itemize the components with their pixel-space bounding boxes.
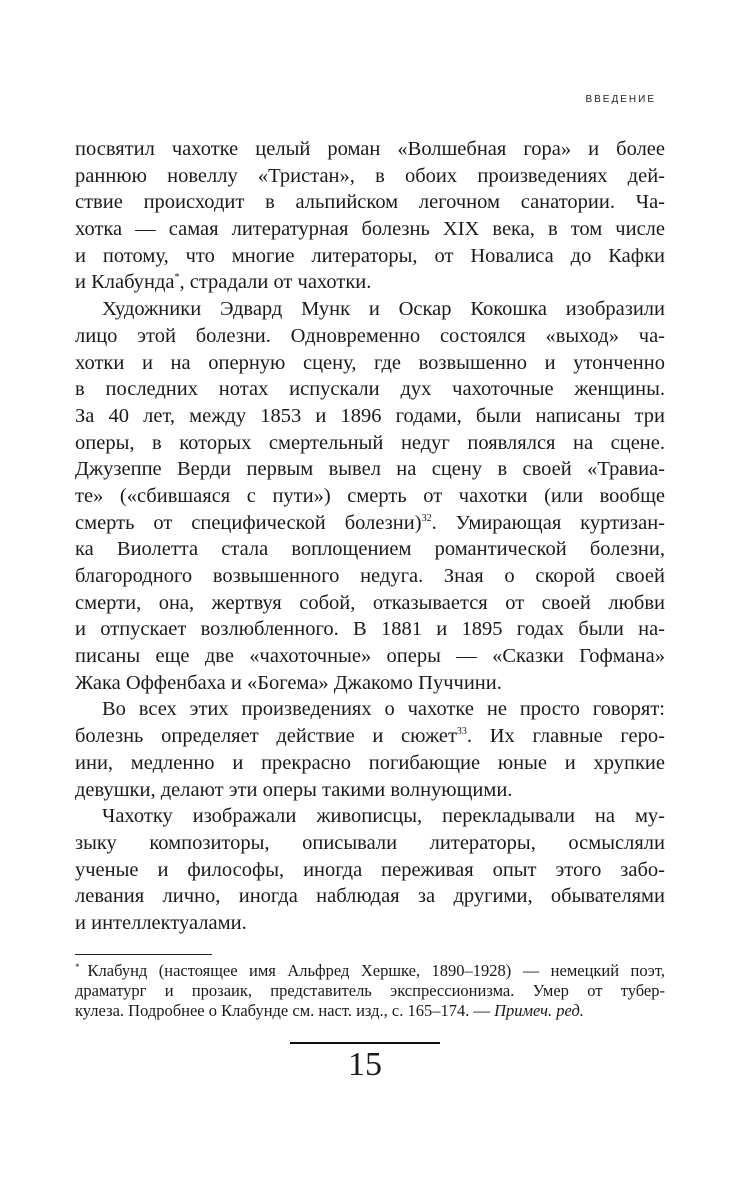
text-line <box>75 323 665 350</box>
text-line <box>75 563 665 590</box>
text-span: те» («сбившаяся с пути») смерть от чахотки (или вообще <box>75 484 665 507</box>
text-line <box>75 350 665 377</box>
text-span: смерть от специфической болезни) <box>75 511 422 534</box>
footnote <box>75 961 665 1021</box>
text-span: ка Виолетта стала воплощением романтической болезни, <box>75 538 665 561</box>
text-line <box>75 830 665 857</box>
text-span: и потому, что многие литераторы, от Новалиса до Кафки <box>75 244 665 267</box>
text-line <box>75 1001 665 1021</box>
text-line <box>75 163 665 190</box>
text-line <box>75 296 665 323</box>
text-span: и интеллектуалами. <box>75 911 247 934</box>
text-span: в последних нотах испускали дух чахоточные женщины. <box>75 378 665 401</box>
text-span: . Умирающая куртизан- <box>431 511 665 534</box>
text-line <box>75 189 665 216</box>
running-header: ВВЕДЕНИЕ <box>585 94 656 105</box>
text-line <box>75 910 665 937</box>
text-span: смерти, она, жертвуя собой, отказывается от своей любви <box>75 591 665 614</box>
text-span: посвятил чахотке целый роман «Волшебная гора» и более <box>75 138 665 160</box>
text-span: раннюю новеллу «Тристан», в обоих произведениях дей- <box>75 164 665 187</box>
text-line <box>75 643 665 670</box>
text-span: левания лично, иногда наблюдая за другими, обывателями <box>75 885 665 908</box>
text-line <box>75 777 665 804</box>
text-span: лицо этой болезни. Одновременно состоялся «выход» ча- <box>75 324 665 347</box>
text-span: благородного возвышенного недуга. Зная о скорой своей <box>75 565 665 587</box>
text-line <box>75 616 665 643</box>
text-span: и Клабунда <box>75 271 175 294</box>
text-span: девушки, делают эти оперы такими волнующими. <box>75 778 513 801</box>
paragraph <box>75 136 665 296</box>
paragraph <box>75 803 665 936</box>
text-line <box>75 803 665 830</box>
text-line <box>75 510 665 537</box>
text-span: Художники Эдвард Мунк и Оскар Кокошка изобразили <box>102 298 665 321</box>
text-span: болезнь определяет действие и сюжет <box>75 725 457 748</box>
paragraph <box>75 696 665 803</box>
text-line <box>75 243 665 270</box>
text-span: Во всех этих произведениях о чахотке не просто говорят: <box>102 698 665 721</box>
text-span: , страдали от чахотки. <box>179 271 372 294</box>
text-line <box>75 981 665 1001</box>
text-span: ученые и философы, иногда переживая опыт этого забо- <box>75 858 665 881</box>
text-span: хотки и на оперную сцену, где возвышенно и утонченно <box>75 351 665 374</box>
text-span: зыку композиторы, описывали литераторы, осмысляли <box>75 831 665 854</box>
text-span: За 40 лет, между 1853 и 1896 годами, были написаны три <box>75 404 665 427</box>
text-line <box>75 590 665 617</box>
text-span: оперы, в которых смертельный недуг появлялся на сцене. <box>75 431 665 454</box>
page-number: 15 <box>348 1046 382 1083</box>
footnote-marker: * <box>75 962 80 972</box>
paragraph <box>75 296 665 696</box>
text-span: . Их главные геро- <box>466 725 665 748</box>
page-number-rule <box>290 1042 440 1044</box>
text-line <box>75 376 665 403</box>
text-span: драматург и прозаик, представитель экспрессионизма. Умер от тубер- <box>75 981 665 1000</box>
footnote-reference[interactable]: 32 <box>421 512 432 524</box>
text-span: Чахотку изображали живописцы, перекладывали на му- <box>102 805 665 828</box>
text-span: Жака Оффенбаха и «Богема» Джакомо Пуччини. <box>75 671 502 694</box>
text-span: Клабунд (настоящее имя Альфред Хершке, 1890–1928) — немецкий поэт, <box>87 961 665 980</box>
text-line <box>75 723 665 750</box>
text-line <box>75 696 665 723</box>
text-line <box>75 269 665 296</box>
text-line <box>75 430 665 457</box>
text-line <box>75 536 665 563</box>
text-line <box>75 857 665 884</box>
text-span: хотка — самая литературная болезнь XIX века, в том числе <box>75 218 665 241</box>
text-span: ствие происходит в альпийском легочном санатории. Ча- <box>75 191 665 214</box>
text-span: Примеч. ред. <box>494 1001 584 1020</box>
text-line <box>75 670 665 697</box>
text-span: ини, медленно и прекрасно погибающие юные и хрупкие <box>75 751 665 774</box>
text-line <box>75 216 665 243</box>
text-line <box>75 961 665 981</box>
text-line <box>75 403 665 430</box>
text-line <box>75 483 665 510</box>
text-span: писаны еще две «чахоточные» оперы — «Сказки Гофмана» <box>75 645 665 668</box>
text-line <box>75 456 665 483</box>
text-span: Джузеппе Верди первым вывел на сцену в своей «Травиа- <box>75 458 665 481</box>
text-line <box>75 136 665 163</box>
footnote-reference[interactable]: * <box>174 272 180 284</box>
text-span: и отпускает возлюбленного. В 1881 и 1895 годах были на- <box>75 618 665 641</box>
main-text <box>75 136 665 937</box>
text-span: кулеза. Подробнее о Клабунде см. наст. изд., с. 165–174. — <box>75 1001 495 1020</box>
footnote-reference[interactable]: 33 <box>456 726 467 738</box>
text-line <box>75 750 665 777</box>
text-line <box>75 883 665 910</box>
footnote-divider <box>75 954 212 955</box>
